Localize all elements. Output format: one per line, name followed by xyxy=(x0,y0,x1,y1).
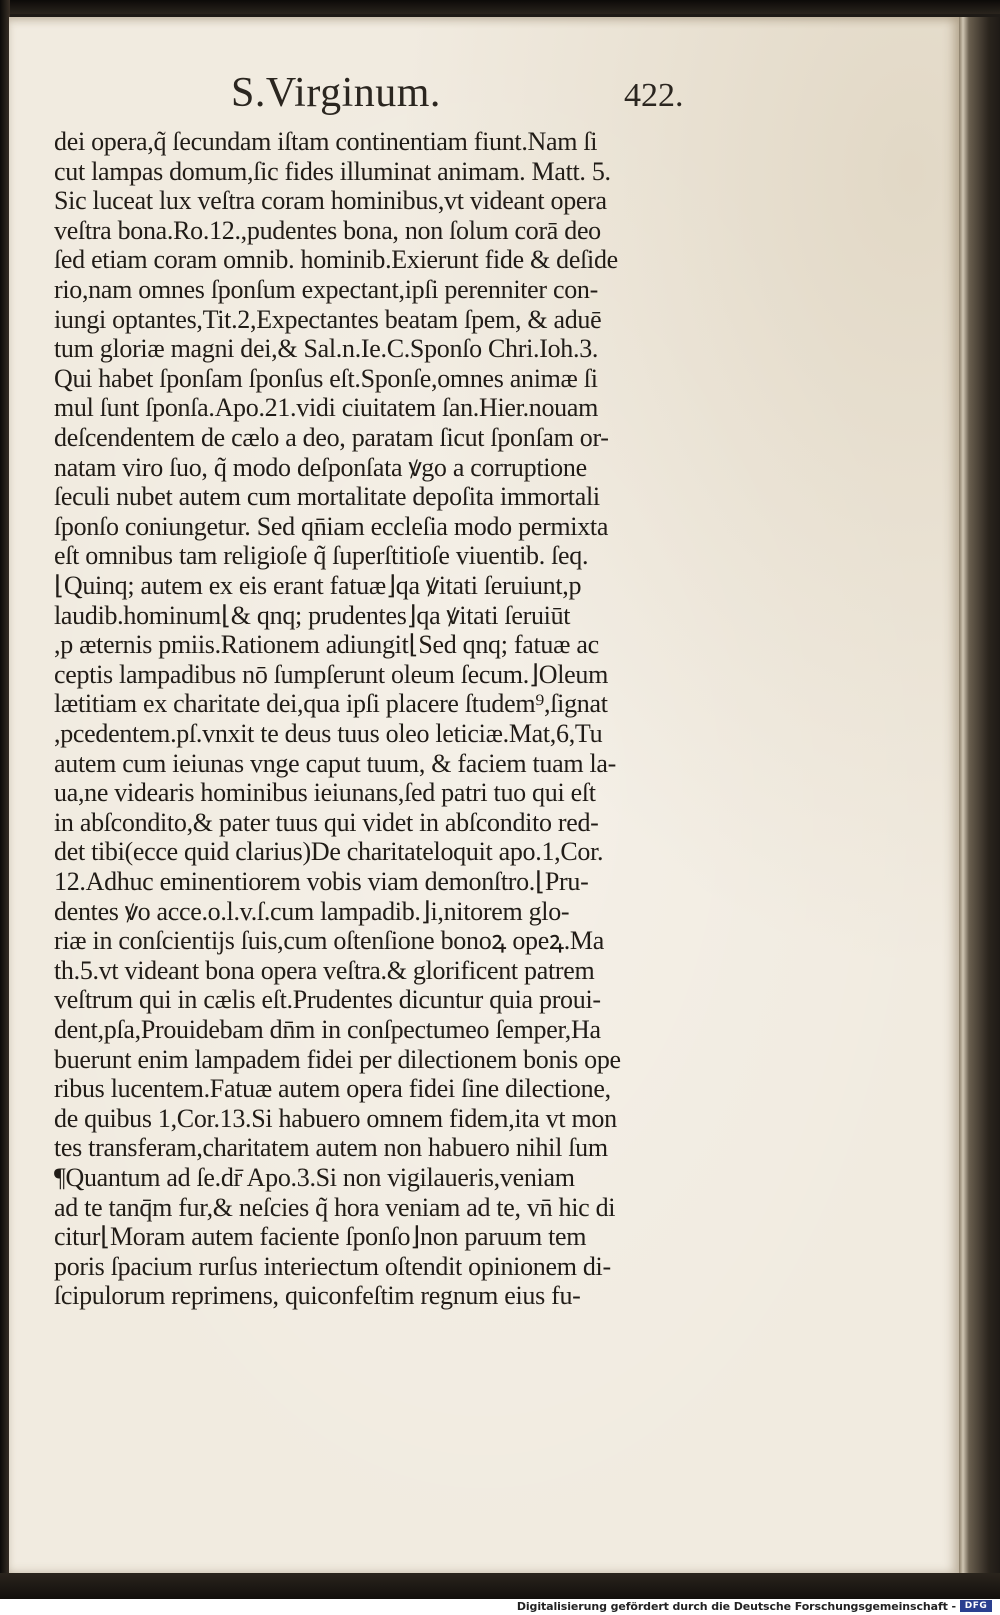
text-line: ,pcedentem.pſ.vnxit te deus tuus oleo leticiæ.Mat,6,Tu xyxy=(54,719,603,748)
text-line: th.5.vt videant bona opera veſtra.& glorificent patrem xyxy=(54,955,595,985)
text-line: ua,ne videaris hominibus ieiunans,ſed patri tuo qui eſt xyxy=(54,778,596,808)
text-line: ſcipulorum reprimens, quiconfeſtim regnum eius fu- xyxy=(54,1281,581,1311)
text-line: dei opera,q̃ ſecundam iſtam continentiam fiunt.Nam ſi xyxy=(54,127,598,156)
text-line: autem cum ieiunas vnge caput tuum, & faciem tuam la- xyxy=(54,748,616,778)
text-line: ceptis lampadibus nō ſumpſerunt oleum ſecum.⌋Oleum xyxy=(54,659,609,689)
text-line: Qui habet ſponſam ſponſus eſt.Sponſe,omnes animæ ſi xyxy=(54,363,598,393)
running-head xyxy=(9,69,959,119)
text-line: natam viro ſuo, q̃ modo deſponſata ꝟgo a corruptione xyxy=(54,452,587,482)
text-line: veſtrum qui in cælis eſt.Prudentes dicuntur quia proui- xyxy=(54,985,601,1015)
text-line: ſeculi nubet autem cum mortalitate depoſita immortali xyxy=(54,482,600,512)
text-line: citur⌊Moram autem faciente ſponſo⌋non paruum tem xyxy=(54,1222,587,1252)
text-line: ribus lucentem.Fatuæ autem opera fidei ſine dilectione, xyxy=(54,1074,611,1104)
text-line: poris ſpacium rurſus interiectum oſtendit opinionem di- xyxy=(54,1251,611,1281)
text-line: laudib.hominum⌊& qnq; prudentes⌋qa ꝟitati ſeruiūt xyxy=(54,600,571,630)
text-line: ¶Quantum ad ſe.dr̄ Apo.3.Si non vigilaueris,veniam xyxy=(54,1163,575,1192)
text-line: in abſcondito,& pater tuus qui videt in abſcondito red- xyxy=(54,807,599,837)
text-line: rio,nam omnes ſponſum expectant,ipſi perenniter con- xyxy=(54,275,598,304)
text-line: 12.Adhuc eminentiorem vobis viam demonſtro.⌊Pru- xyxy=(54,867,589,896)
funding-note: Digitalisierung gefördert durch die Deutsche Forschungsgemeinschaft - xyxy=(516,1600,956,1613)
text-line: buerunt enim lampadem fidei per dilectionem bonis ope xyxy=(54,1044,621,1074)
text-line: tum gloriæ magni dei,& Sal.n.Ie.C.Sponſo Chri.Ioh.3. xyxy=(54,334,599,364)
text-line: deſcendentem de cælo a deo, paratam ſicut ſponſam or- xyxy=(54,423,609,452)
page-fore-edge xyxy=(959,17,1000,1573)
scan-bottom-edge xyxy=(0,1573,1000,1599)
text-line: ſed etiam coram omnib. hominib.Exierunt fide & deſide xyxy=(54,245,618,275)
text-line: mul ſunt ſponſa.Apo.21.vidi ciuitatem ſan.Hier.nouam xyxy=(54,393,599,423)
book-page xyxy=(9,17,961,1573)
page-number: 422. xyxy=(624,77,684,114)
text-line: det tibi(ecce quid clarius)De charitateloquit apo.1,Cor. xyxy=(54,837,604,867)
text-line: tes transferam,charitatem autem non habuero nihil ſum xyxy=(54,1133,608,1163)
text-line: Sic luceat lux veſtra coram hominibus,vt videant opera xyxy=(54,186,607,216)
text-line: riæ in conſcientijs ſuis,cum oſtenſione bonoꝝ opeꝝ.Ma xyxy=(54,926,604,956)
text-line: ſponſo coniungetur. Sed qn̄iam eccleſia modo permixta xyxy=(54,511,609,541)
digitization-footer xyxy=(0,1599,1000,1615)
text-line: de quibus 1,Cor.13.Si habuero omnem fidem,ita vt mon xyxy=(54,1103,617,1133)
text-line: dentes ꝟo acce.o.l.v.ſ.cum lampadib.⌋i,nitorem glo- xyxy=(54,896,570,926)
scan-top-edge xyxy=(0,0,1000,14)
text-line: iungi optantes,Tit.2,Expectantes beatam ſpem, & aduē xyxy=(54,304,602,334)
text-line: ⌊Quinq; autem ex eis erant fatuæ⌋qa ꝟitati ſeruiunt,p xyxy=(54,571,582,600)
dfg-logo: DFG xyxy=(960,1600,992,1612)
running-head-title: S.Virginum. xyxy=(231,70,441,116)
text-line: ad te tanq̄m fur,& neſcies q̃ hora veniam ad te, vn̄ hic di xyxy=(54,1192,616,1222)
text-line: veſtra bona.Ro.12.,pudentes bona, non ſolum corā deo xyxy=(54,215,601,245)
text-line: eſt omnibus tam religioſe q̃ ſuperſtitioſe viuentib. ſeq. xyxy=(54,541,589,571)
text-line: ,p æternis pmiis.Rationem adiungit⌊Sed qnq; fatuæ ac xyxy=(54,630,599,660)
text-line: lætitiam ex charitate dei,qua ipſi placere ſtudem⁹,ſignat xyxy=(54,689,608,719)
text-line: cut lampas domum,ſic fides illuminat animam. Matt. 5. xyxy=(54,156,611,186)
text-line: dent,pſa,Prouidebam dn̄m in conſpectumeo ſemper,Ha xyxy=(54,1015,601,1044)
